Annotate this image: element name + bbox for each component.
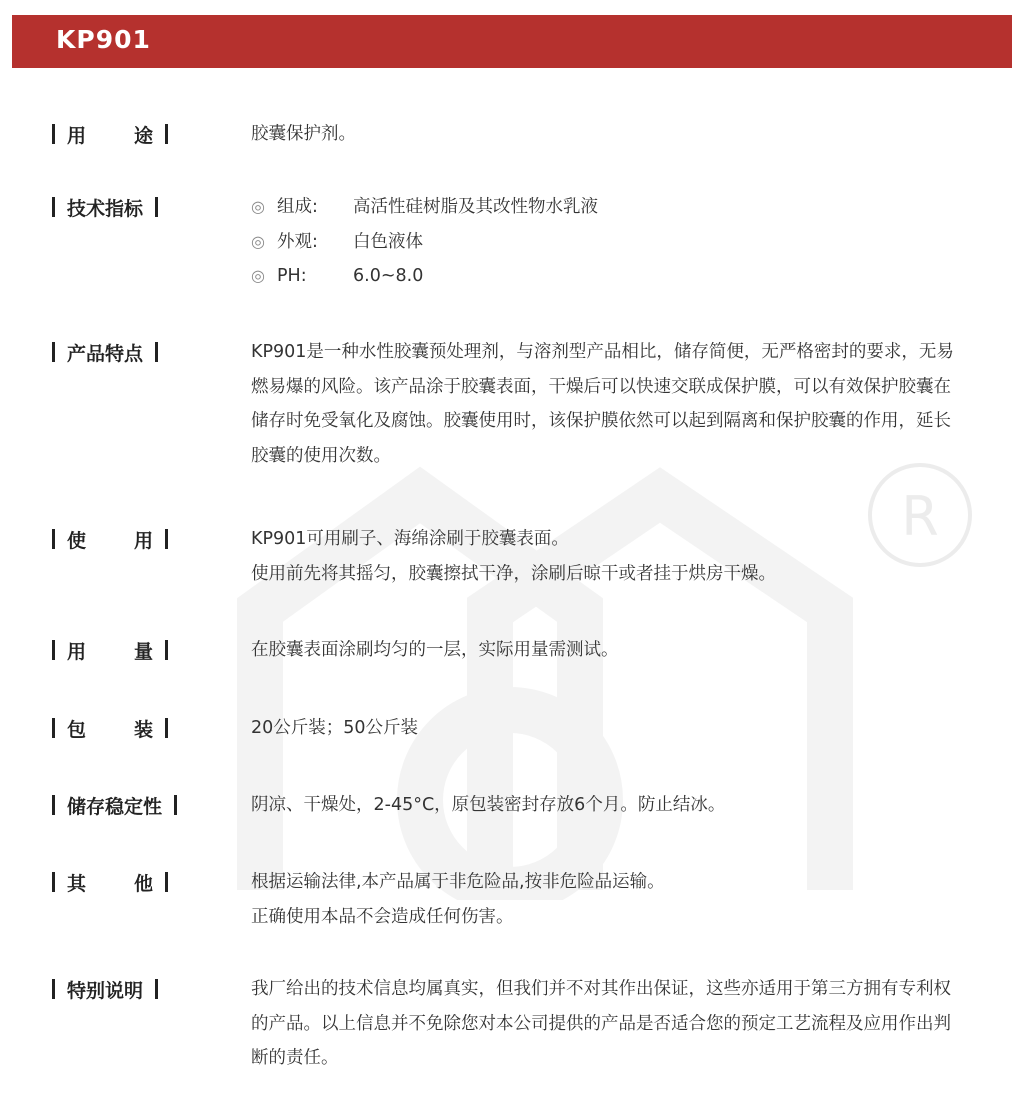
circle-marker-icon: ◎ xyxy=(251,266,265,285)
other-text: 根据运输法律,本产品属于非危险品,按非危险品运输。 正确使用本品不会造成任何伤害。 xyxy=(251,872,665,927)
circle-marker-icon: ◎ xyxy=(251,231,265,251)
svg-text:R: R xyxy=(901,485,939,548)
storage-text: 阴凉、干燥处，2-45°C，原包装密封存放6个月。防止结冰。 xyxy=(251,795,726,815)
spec-ph: ◎ PH: 6.0~8.0 xyxy=(251,259,961,294)
header-bar xyxy=(12,15,1012,68)
label-dosage: 用 量 xyxy=(52,636,168,664)
spec-composition: ◎ 组成: 高活性硅树脂及其改性物水乳液 xyxy=(251,190,961,225)
label-notice: 特别说明 xyxy=(52,975,158,1003)
use-text: 胶囊保护剂。 xyxy=(251,124,356,144)
label-other: 其 他 xyxy=(52,868,168,896)
label-storage: 储存稳定性 xyxy=(52,791,177,819)
watermark-logo xyxy=(220,440,1010,900)
dosage-text: 在胶囊表面涂刷均匀的一层，实际用量需测试。 xyxy=(251,640,619,660)
label-use: 用 途 xyxy=(52,120,168,148)
circle-marker-icon: ◎ xyxy=(251,197,265,216)
page-title: KP901 xyxy=(56,25,151,54)
label-features: 产品特点 xyxy=(52,338,158,366)
notice-text: 我厂给出的技术信息均属真实，但我们并不对其作出保证，这些亦适用于第三方拥有专利权的产品。以上信息并不免除您对本公司提供的产品是否适合您的预定工艺流程及应用作出判断的责任。 xyxy=(251,979,951,1068)
packaging-text: 20公斤装；50公斤装 xyxy=(251,718,419,738)
label-usage: 使 用 xyxy=(52,525,168,553)
features-text: KP901是一种水性胶囊预处理剂，与溶剂型产品相比，储存简便，无严格密封的要求，无易燃易爆的风险。该产品涂于胶囊表面，干燥后可以快速交联成保护膜，可以有效保护胶囊在储存时免受氧化及腐蚀。胶囊使用时，该保护膜依然可以起到隔离和保护胶囊的作用，延长胶囊的使用次数。 xyxy=(251,342,954,466)
spec-appearance: ◎ 外观: 白色液体 xyxy=(251,225,961,260)
label-packaging: 包 装 xyxy=(52,714,168,742)
specs-list xyxy=(251,190,961,294)
usage-text: KP901可用刷子、海绵涂刷于胶囊表面。 使用前先将其摇匀，胶囊擦拭干净，涂刷后晾干或者挂于烘房干燥。 xyxy=(251,529,776,584)
label-specs: 技术指标 xyxy=(52,193,158,221)
